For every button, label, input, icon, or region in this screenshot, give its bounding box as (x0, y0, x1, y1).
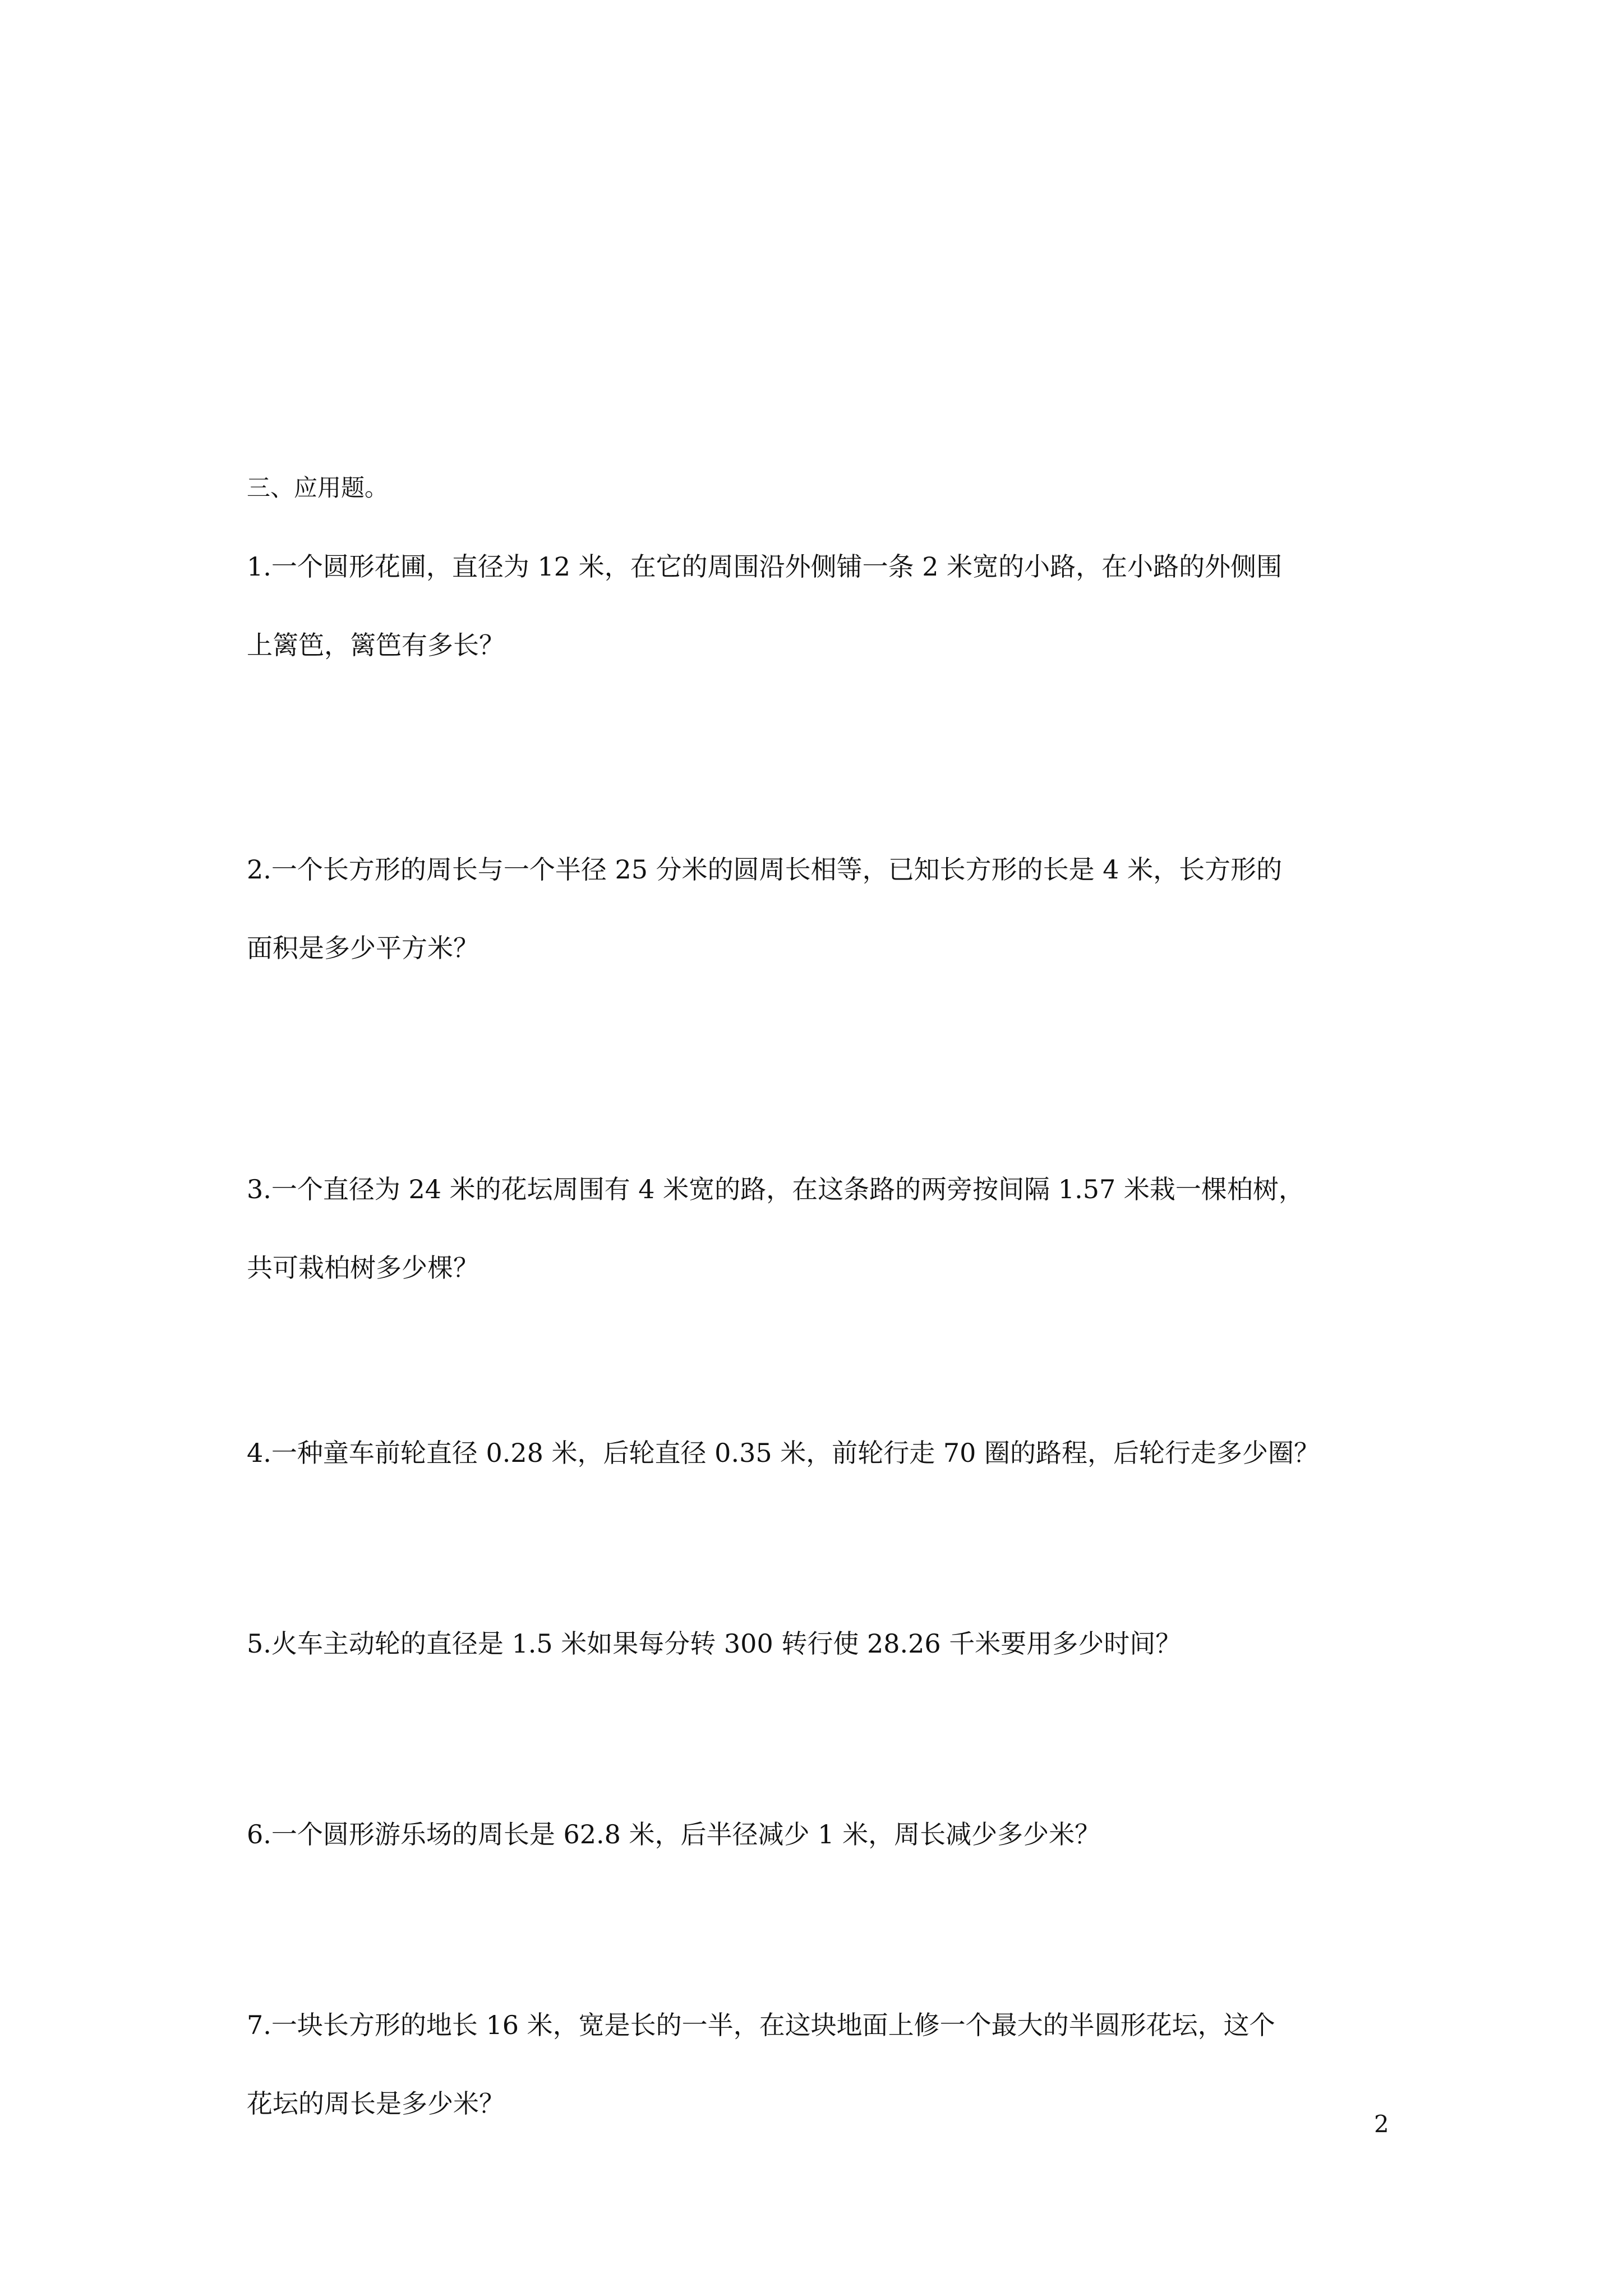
question-3 (247, 1172, 1396, 1285)
section-title: 三、应用题。 (247, 474, 389, 501)
question-3-line-1: 3.一个直径为 24 米的花坛周围有 4 米宽的路，在这条路的两旁按间隔 1.57 米栽一棵柏树， (247, 1174, 1304, 1204)
question-1-line-2: 上篱笆，篱笆有多长？ (247, 630, 505, 660)
question-3-line-2: 共可栽柏树多少棵？ (247, 1253, 479, 1283)
question-1 (247, 550, 1396, 662)
question-5-line-1: 5.火车主动轮的直径是 1.5 米如果每分转 300 转行使 28.26 千米要用多少时间？ (247, 1628, 1182, 1659)
question-2-line-2: 面积是多少平方米？ (247, 933, 479, 963)
question-6 (247, 1818, 1396, 1851)
question-2-line-1: 2.一个长方形的周长与一个半径 25 分米的圆周长相等，已知长方形的长是 4 米，长方形的 (247, 854, 1283, 885)
question-1-line-1: 1.一个圆形花圃，直径为 12 米，在它的周围沿外侧铺一条 2 米宽的小路，在小路的外侧围 (247, 551, 1283, 582)
question-7-line-1: 7.一块长方形的地长 16 米，宽是长的一半，在这块地面上修一个最大的半圆形花坛，这个 (247, 2010, 1275, 2040)
question-4 (247, 1436, 1396, 1470)
page-content (247, 471, 1396, 2119)
question-6-line-1: 6.一个圆形游乐场的周长是 62.8 米，后半径减少 1 米，周长减少多少米？ (247, 1819, 1101, 1849)
question-5 (247, 1627, 1396, 1660)
question-7-line-2: 花坛的周长是多少米？ (247, 2088, 505, 2119)
question-7 (247, 2008, 1396, 2120)
page-number: 2 (1374, 2110, 1389, 2138)
question-2 (247, 853, 1396, 965)
question-4-line-1: 4.一种童车前轮直径 0.28 米，后轮直径 0.35 米，前轮行走 70 圈的路程，后轮行走多少圈？ (247, 1438, 1320, 1468)
